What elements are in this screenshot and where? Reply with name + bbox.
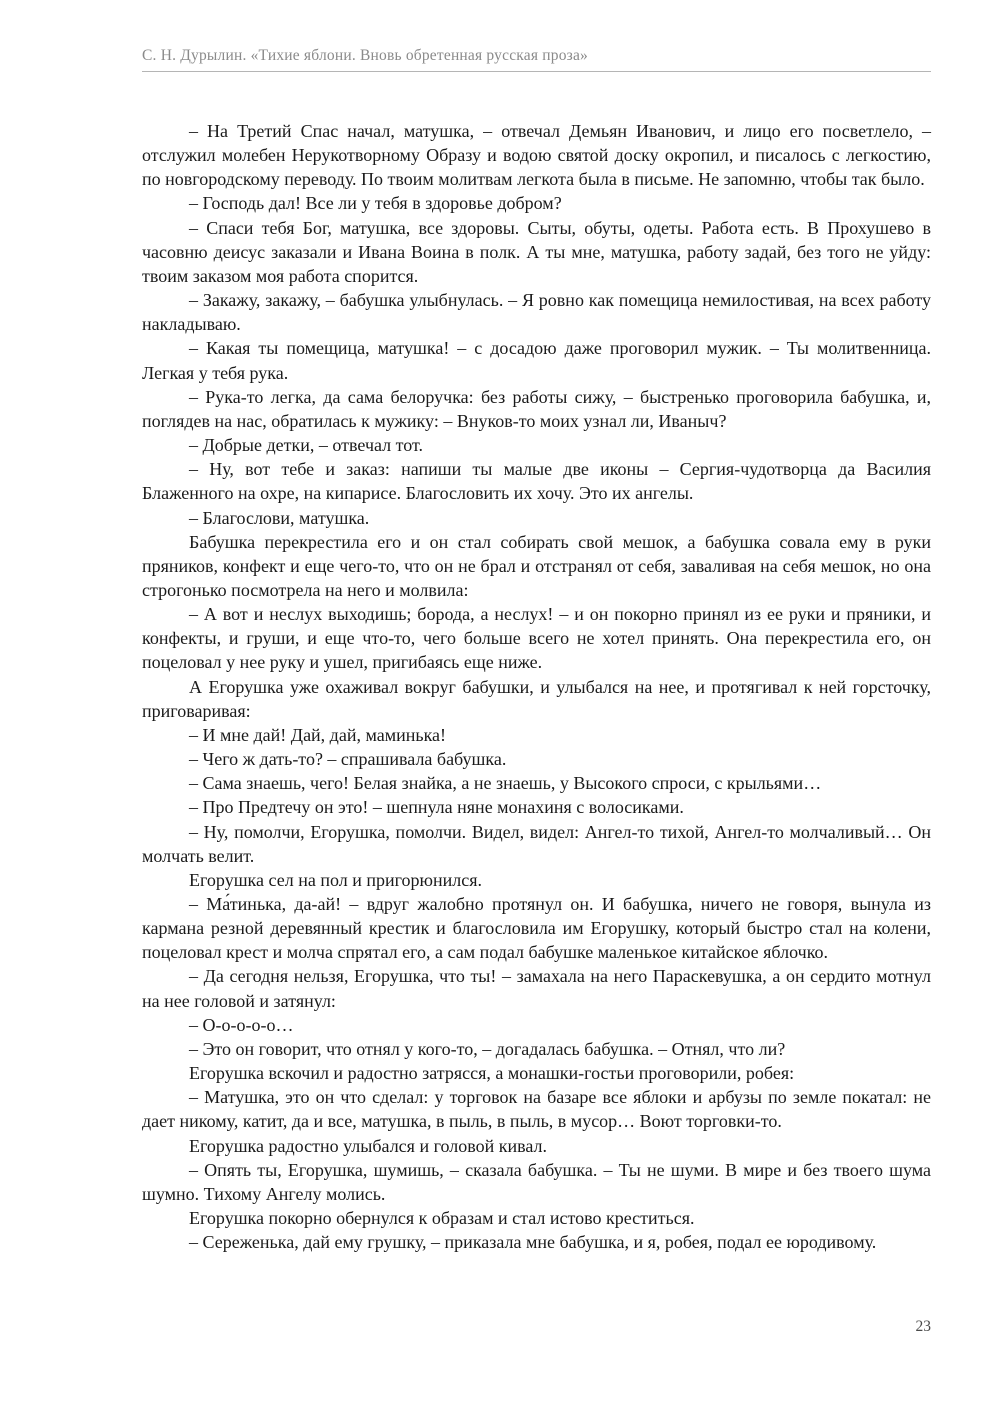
paragraph: – Да сегодня нельзя, Егорушка, что ты! – замахала на него Параскевушка, а он сердито мотнул на нее головой и затянул:: [142, 966, 931, 1011]
paragraph: – О-о-о-о-о…: [189, 1014, 294, 1035]
paragraph: – Господь дал! Все ли у тебя в здоровье добром?: [189, 193, 562, 214]
paragraph: – Спаси тебя Бог, матушка, все здоровы. Сыты, обуты, одеты. Работа есть. В Прохушево в часовню деисус заказали и Ивана Воина в полк. А ты мне, матушка, работу задай, без того не уйду: твоим заказом моя работа спорится.: [142, 217, 931, 286]
paragraph: А Егорушка уже охаживал вокруг бабушки, и улыбался на нее, и протягивал к ней горсточку, приговаривая:: [142, 676, 931, 721]
paragraph: – Какая ты помещица, матушка! – с досадою даже проговорил мужик. – Ты молитвенница. Легкая у тебя рука.: [142, 338, 931, 383]
paragraph: Егорушка покорно обернулся к образам и стал истово креститься.: [189, 1208, 695, 1229]
running-header: С. Н. Дурылин. «Тихие яблони. Вновь обретенная русская проза»: [142, 47, 588, 64]
paragraph: Егорушка радостно улыбался и головой кивал.: [189, 1135, 548, 1156]
paragraph: – Закажу, закажу, – бабушка улыбнулась. – Я ровно как помещица немилостивая, на всех работу накладываю.: [142, 290, 931, 335]
paragraph: – А вот и неслух выходишь; борода, а неслух! – и он покорно принял из ее руки и пряники, и конфекты, и груши, и еще что-то, чего больше всего не хотел принять. Она перекрестила его, он поцеловал у нее руку и ушел, пригибаясь еще ниже.: [142, 604, 931, 673]
paragraph: – Благослови, матушка.: [189, 507, 370, 528]
paragraph: Егорушка вскочил и радостно затрясся, а монашки-гостьи проговорили, робея:: [189, 1063, 795, 1084]
paragraph: – И мне дай! Дай, дай, маминька!: [189, 724, 447, 745]
paragraph: – Сама знаешь, чего! Белая знайка, а не знаешь, у Высокого спроси, с крыльями…: [189, 773, 822, 794]
paragraph: – Опять ты, Егорушка, шумишь, – сказала бабушка. – Ты не шуми. В мире и без твоего шума шумно. Тихому Ангелу молись.: [142, 1159, 931, 1204]
paragraph: – На Третий Спас начал, матушка, – отвечал Демьян Иванович, и лицо его посветлело, – отслужил молебен Нерукотворному Образу и водою святой доску окропил, и писалось с легкостию, по новгородскому переводу. По твоим молитвам легкота была в письме. Не запомню, чтобы так было.: [142, 121, 931, 190]
paragraph: – Добрые детки, – отвечал тот.: [189, 435, 424, 456]
paragraph: – Рука-то легка, да сама белоручка: без работы сижу, – быстренько проговорила бабушка, и, поглядев на нас, обратилась к мужику: – Внуков-то моих узнал ли, Иваныч?: [142, 386, 931, 431]
paragraph: – Матушка, это он что сделал: у торговок на базаре все яблоки и арбузы по земле покатал: не дает никому, катит, да и все, матушка, в пыль, в пыль, в мусор… Воют торговки-то.: [142, 1087, 931, 1132]
paragraph: – Ма́тинька, да-ай! – вдруг жалобно протянул он. И бабушка, ничего не говоря, вынула из кармана резной деревянный крестик и благословила им Егорушку, который быстро стал на колени, поцеловал крест и молча спрятал его, а сам подал бабушке маленькое китайское яблочко.: [142, 894, 931, 963]
text-body: [142, 119, 931, 1254]
header-divider: [142, 71, 931, 72]
page-number: 23: [915, 1318, 931, 1335]
paragraph: Бабушка перекрестила его и он стал собирать свой мешок, а бабушка совала ему в руки пряников, конфект и еще чего-то, что он не брал и отстранял от себя, заваливая на себя мешок, но она строгонько посмотрела на него и молвила:: [142, 531, 931, 600]
paragraph: – Про Предтечу он это! – шепнула няне монахиня с волосиками.: [189, 797, 684, 818]
paragraph: – Это он говорит, что отнял у кого-то, – догадалась бабушка. – Отнял, что ли?: [189, 1038, 786, 1059]
paragraph: – Чего ж дать-то? – спрашивала бабушка.: [189, 749, 507, 770]
paragraph: Егорушка сел на пол и пригорюнился.: [189, 869, 482, 890]
paragraph: – Ну, помолчи, Егорушка, помолчи. Видел, видел: Ангел-то тихой, Ангел-то молчаливый… Он молчать велит.: [142, 821, 931, 866]
paragraph: – Ну, вот тебе и заказ: напиши ты малые две иконы – Сергия-чудотворца да Василия Блаженного на охре, на кипарисе. Благословить их хочу. Это их ангелы.: [142, 459, 931, 504]
paragraph: – Сереженька, дай ему грушку, – приказала мне бабушка, и я, робея, подал ее юродивому.: [189, 1232, 877, 1253]
